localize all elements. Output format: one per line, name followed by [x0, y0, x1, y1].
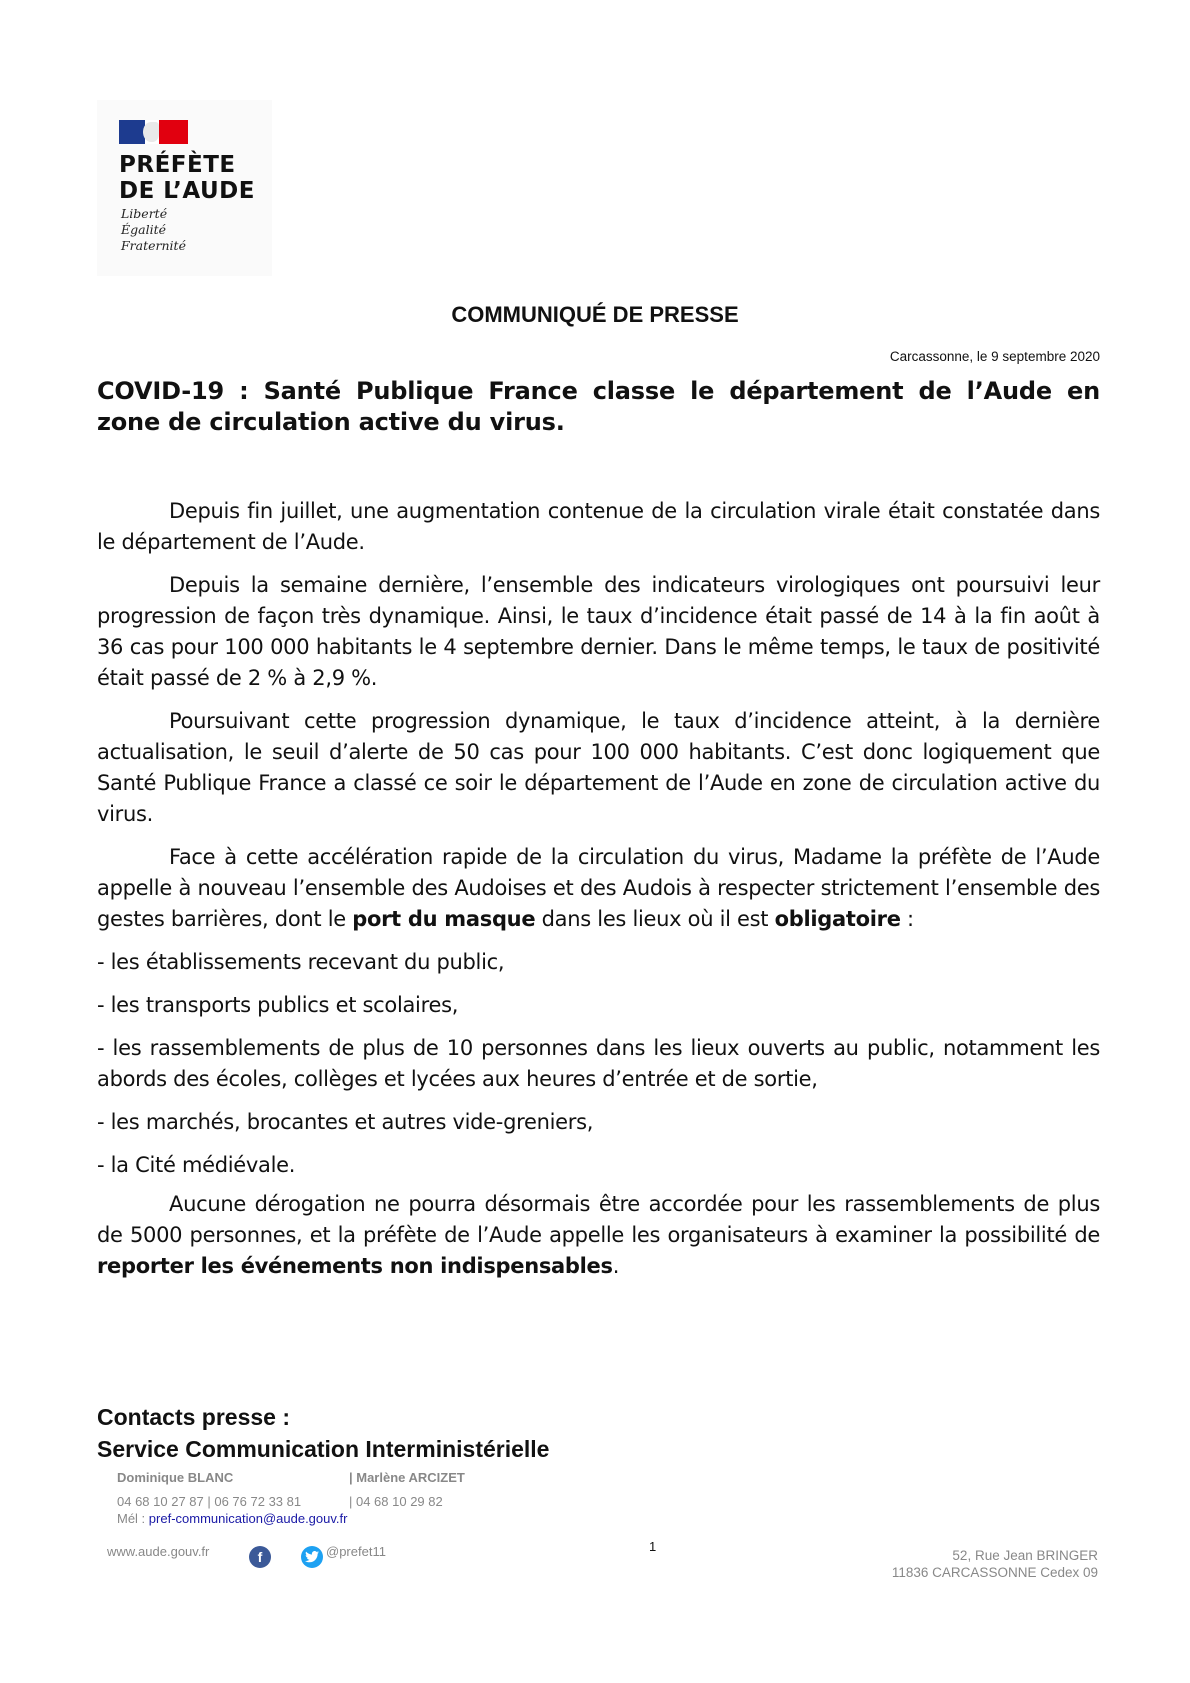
body-text: [97, 496, 1100, 1294]
p4-text-a: Face à cette accélération rapide de la circulation du virus, Madame la préfète de l’Aude appelle à nouveau l’ensemble des Audoises et des Audois à respecter strictement l’ensemble des gestes barrières, dont le: [97, 845, 1100, 931]
mail-label: Mél :: [117, 1511, 149, 1526]
logo-motto: [121, 206, 186, 254]
paragraph-4: [97, 842, 1100, 935]
contact-phone-2: | 04 68 10 29 82: [349, 1494, 443, 1509]
p4-text-c: dans les lieux où il est: [535, 907, 775, 931]
list-item: - les marchés, brocantes et autres vide-greniers,: [97, 1110, 594, 1134]
contact-name-1: Dominique BLANC: [117, 1470, 234, 1485]
p4-bold-mask: port du masque: [352, 907, 536, 931]
page-number: 1: [649, 1539, 657, 1554]
logo-title-line2: DE L’AUDE: [119, 178, 255, 204]
paragraph-3: Poursuivant cette progression dynamique, le taux d’incidence atteint, à la dernière actualisation, le seuil d’alerte de 50 cas pour 100 000 habitants. C’est donc logiquement que Santé Publique France a classé ce soir le département de l’Aude en zone de circulation active du virus.: [97, 709, 1100, 826]
contact-phone-1: 04 68 10 27 87 | 06 76 72 33 81: [117, 1494, 302, 1509]
contacts-service: Service Communication Interministérielle: [97, 1436, 550, 1462]
address-line-1: 52, Rue Jean BRINGER: [952, 1548, 1098, 1563]
contacts-heading: Contacts presse :: [97, 1404, 291, 1430]
logo-title: [119, 152, 255, 204]
motto-fraternite: Fraternité: [121, 238, 186, 253]
paragraph-2: Depuis la semaine dernière, l’ensemble des indicateurs virologiques ont poursuivi leur progression de façon très dynamique. Ainsi, le taux d’incidence était passé de 14 à la fin août à 36 cas pour 100 000 habitants le 4 septembre dernier. Dans le même temps, le taux de positivité était passé de 2 % à 2,9 %.: [97, 573, 1100, 690]
release-date: Carcassonne, le 9 septembre 2020: [889, 349, 1100, 364]
paragraph-1: Depuis fin juillet, une augmentation contenue de la circulation virale était constatée dans le département de l’Aude.: [97, 499, 1100, 554]
contact-mail: [117, 1511, 347, 1526]
paragraph-5: [97, 1189, 1100, 1282]
list-item: - les transports publics et scolaires,: [97, 993, 459, 1017]
motto-egalite: Égalité: [121, 222, 166, 237]
p5-text-a: Aucune dérogation ne pourra désormais être accordée pour les rassemblements de plus de 5000 personnes, et la préfète de l’Aude appelle les organisateurs à examiner la possibilité de: [97, 1192, 1100, 1247]
twitter-handle[interactable]: @prefet11: [326, 1544, 386, 1559]
p5-bold-postpone: reporter les événements non indispensables: [97, 1254, 613, 1278]
contacts-block: [97, 1401, 549, 1465]
p4-bold-mandatory: obligatoire: [774, 907, 901, 931]
postal-address: [892, 1547, 1098, 1581]
mail-link[interactable]: pref-communication@aude.gouv.fr: [148, 1511, 348, 1526]
address-line-2: 11836 CARCASSONNE Cedex 09: [891, 1565, 1098, 1580]
press-release-title: COMMUNIQUÉ DE PRESSE: [451, 302, 739, 327]
logo-title-line1: PRÉFÈTE: [119, 152, 236, 178]
contact-name-2: | Marlène ARCIZET: [349, 1470, 465, 1485]
website-link[interactable]: www.aude.gouv.fr: [107, 1544, 210, 1559]
twitter-icon[interactable]: [301, 1546, 323, 1568]
list-item: - la Cité médiévale.: [97, 1153, 296, 1177]
facebook-icon[interactable]: f: [249, 1546, 271, 1568]
list-item: - les établissements recevant du public,: [97, 950, 505, 974]
headline: COVID-19 : Santé Publique France classe le département de l’Aude en zone de circulation active du virus.: [97, 377, 1100, 436]
marianne-flag-icon: [119, 120, 188, 144]
p4-text-e: :: [900, 907, 914, 931]
motto-liberte: Liberté: [121, 206, 168, 221]
list-item: - les rassemblements de plus de 10 personnes dans les lieux ouverts au public, notamment les abords des écoles, collèges et lycées aux heures d’entrée et de sortie,: [97, 1036, 1100, 1091]
p5-text-c: .: [612, 1254, 620, 1278]
prefecture-logo: [97, 100, 272, 276]
